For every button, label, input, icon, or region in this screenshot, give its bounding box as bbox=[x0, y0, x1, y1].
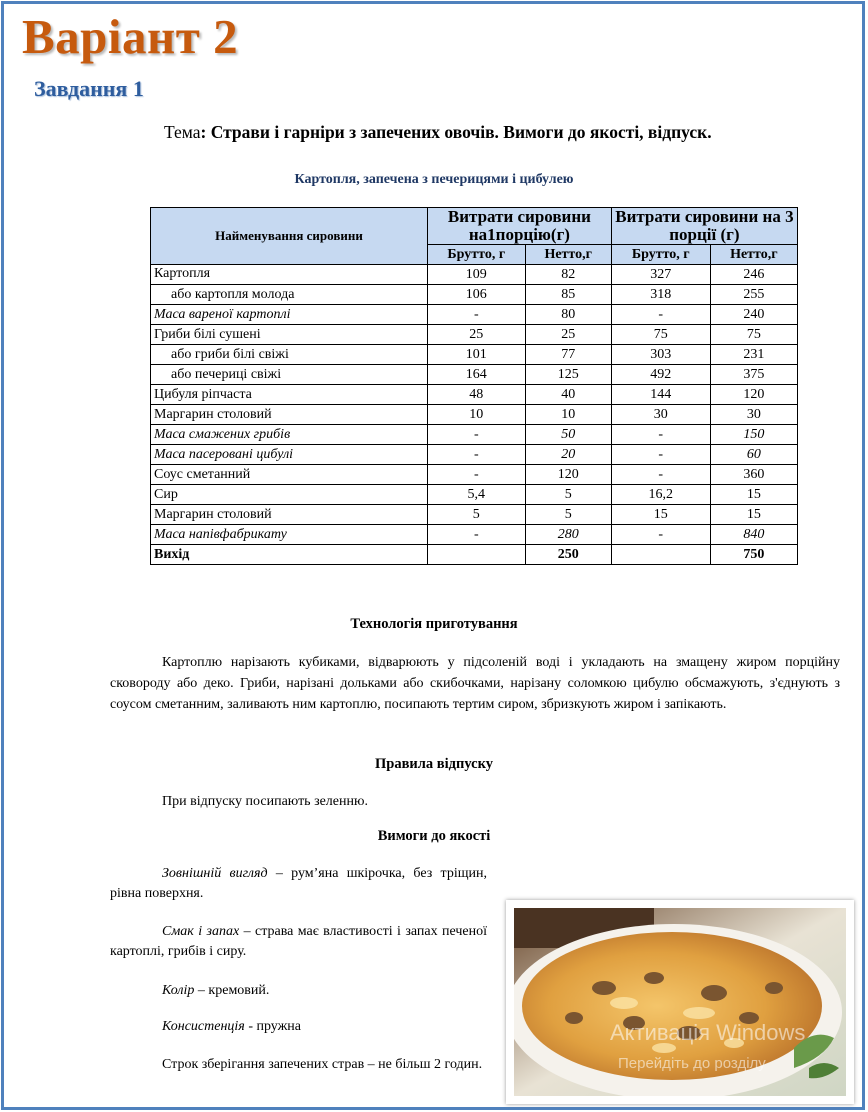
netto-one: 82 bbox=[525, 265, 611, 285]
netto-three: 375 bbox=[710, 365, 797, 385]
ingredient-name: Картопля bbox=[151, 265, 428, 285]
table-row bbox=[151, 385, 798, 405]
windows-activation-watermark: Активація Windows bbox=[610, 1020, 806, 1045]
brutto-three: 492 bbox=[611, 365, 710, 385]
brutto-one: - bbox=[428, 465, 526, 485]
appearance-text: – рум’яна шкірочка, без тріщин, рівна поверхня. bbox=[110, 866, 487, 901]
netto-one: 80 bbox=[525, 305, 611, 325]
table-row bbox=[151, 445, 798, 465]
netto-three: 246 bbox=[710, 265, 797, 285]
brutto-three: 15 bbox=[611, 505, 710, 525]
variant-heading: Варіант 2 bbox=[22, 9, 239, 64]
yield-label: Вихід bbox=[151, 545, 428, 565]
ingredient-name: Маргарин столовий bbox=[151, 505, 428, 525]
brutto-one: 106 bbox=[428, 285, 526, 305]
table-row-yield bbox=[151, 545, 798, 565]
windows-activation-hint: Перейдіть до розділу bbox=[618, 1055, 766, 1072]
netto-one: 85 bbox=[525, 285, 611, 305]
brutto-three bbox=[611, 545, 710, 565]
texture-text: - пружна bbox=[244, 1019, 301, 1034]
brutto-one: 5 bbox=[428, 505, 526, 525]
storage-text: Строк зберігання запечених страв – не більш 2 годин. bbox=[162, 1057, 483, 1072]
netto-three: 360 bbox=[710, 465, 797, 485]
brutto-three: - bbox=[611, 425, 710, 445]
topic-text: : Страви і гарніри з запечених овочів. Вимоги до якості, відпуск. bbox=[200, 122, 712, 142]
ingredient-name: або картопля молода bbox=[151, 285, 428, 305]
netto-header: Нетто,г bbox=[525, 245, 611, 265]
table-row bbox=[151, 345, 798, 365]
task-heading: Завдання 1 bbox=[34, 76, 144, 101]
brutto-three: 327 bbox=[611, 265, 710, 285]
technology-text: Картоплю нарізають кубиками, відварюють у підсоленій воді і укладають на змащену жиром порційну сковороду або деко. Гриби, нарізані дольками або скибочками, нарізану соломкою цибулю обсмажують, з'єднують з соусом сметанним, заливають ним картоплю, посипають тертим сиром, збризкують жиром і запікають. bbox=[110, 655, 840, 712]
ingredient-name: або гриби білі свіжі bbox=[151, 345, 428, 365]
table-row bbox=[151, 425, 798, 445]
col-name-header: Найменування сировини bbox=[151, 208, 428, 265]
brutto-three: - bbox=[611, 305, 710, 325]
texture-label: Консистенція bbox=[162, 1019, 245, 1034]
netto-three: 150 bbox=[710, 425, 797, 445]
dish-photo bbox=[506, 900, 854, 1104]
brutto-one: - bbox=[428, 525, 526, 545]
color-label: Колір bbox=[162, 983, 195, 998]
brutto-one: - bbox=[428, 445, 526, 465]
brutto-three: 318 bbox=[611, 285, 710, 305]
ingredient-name: Гриби білі сушені bbox=[151, 325, 428, 345]
brutto-one: 5,4 bbox=[428, 485, 526, 505]
table-row bbox=[151, 405, 798, 425]
brutto-one: 48 bbox=[428, 385, 526, 405]
ingredient-name: Маса вареної картоплі bbox=[151, 305, 428, 325]
netto-one: 50 bbox=[525, 425, 611, 445]
netto-three: 840 bbox=[710, 525, 797, 545]
brutto-one: - bbox=[428, 425, 526, 445]
technology-heading: Технологія приготування bbox=[350, 616, 518, 632]
quality-heading: Вимоги до якості bbox=[377, 828, 491, 844]
brutto-three: - bbox=[611, 445, 710, 465]
netto-three: 120 bbox=[710, 385, 797, 405]
brutto-one: - bbox=[428, 305, 526, 325]
brutto-one: 25 bbox=[428, 325, 526, 345]
netto-one: 280 bbox=[525, 525, 611, 545]
brutto-three: - bbox=[611, 465, 710, 485]
netto-one: 77 bbox=[525, 345, 611, 365]
table-row bbox=[151, 485, 798, 505]
ingredient-name: Сир bbox=[151, 485, 428, 505]
netto-three: 75 bbox=[710, 325, 797, 345]
color-text: – кремовий. bbox=[194, 983, 270, 998]
taste-label: Смак і запах bbox=[162, 924, 240, 939]
table-row bbox=[151, 305, 798, 325]
netto-three: 30 bbox=[710, 405, 797, 425]
yield-one: 250 bbox=[525, 545, 611, 565]
table-row bbox=[151, 265, 798, 285]
quality-taste bbox=[110, 922, 487, 962]
table-row bbox=[151, 285, 798, 305]
brutto-three: 303 bbox=[611, 345, 710, 365]
ingredient-name: або печериці свіжі bbox=[151, 365, 428, 385]
brutto-one: 164 bbox=[428, 365, 526, 385]
quality-storage bbox=[110, 1055, 487, 1075]
ingredient-name: Соус сметанний bbox=[151, 465, 428, 485]
netto-one: 5 bbox=[525, 505, 611, 525]
table-row bbox=[151, 465, 798, 485]
netto-one: 20 bbox=[525, 445, 611, 465]
netto-three: 231 bbox=[710, 345, 797, 365]
table-row bbox=[151, 525, 798, 545]
recipe-table bbox=[150, 207, 798, 565]
topic-line bbox=[164, 122, 712, 143]
quality-texture bbox=[110, 1017, 487, 1037]
netto-one: 120 bbox=[525, 465, 611, 485]
brutto-one: 101 bbox=[428, 345, 526, 365]
col-three-portion-header: Витрати сировини на 3 порції (г) bbox=[611, 208, 797, 245]
quality-color bbox=[110, 981, 487, 1001]
netto-one: 40 bbox=[525, 385, 611, 405]
recipe-title: Картопля, запечена з печерицями і цибулею bbox=[294, 172, 574, 187]
serving-text: При відпуску посипають зеленню. bbox=[162, 794, 368, 809]
ingredient-name: Маса напівфабрикату bbox=[151, 525, 428, 545]
netto-one: 25 bbox=[525, 325, 611, 345]
brutto-three: 16,2 bbox=[611, 485, 710, 505]
brutto-one bbox=[428, 545, 526, 565]
ingredient-name: Цибуля ріпчаста bbox=[151, 385, 428, 405]
brutto-three: 75 bbox=[611, 325, 710, 345]
brutto-three: 144 bbox=[611, 385, 710, 405]
netto-one: 10 bbox=[525, 405, 611, 425]
netto-three: 60 bbox=[710, 445, 797, 465]
brutto-one: 109 bbox=[428, 265, 526, 285]
brutto-header: Брутто, г bbox=[428, 245, 526, 265]
netto-three: 240 bbox=[710, 305, 797, 325]
netto-three: 15 bbox=[710, 485, 797, 505]
topic-label: Тема bbox=[164, 122, 201, 142]
netto-three: 255 bbox=[710, 285, 797, 305]
table-row bbox=[151, 365, 798, 385]
serving-heading: Правила відпуску bbox=[375, 756, 493, 772]
appearance-label: Зовнішній вигляд bbox=[162, 866, 268, 881]
netto-one: 125 bbox=[525, 365, 611, 385]
brutto-three: - bbox=[611, 525, 710, 545]
netto-one: 5 bbox=[525, 485, 611, 505]
table-row bbox=[151, 505, 798, 525]
brutto-header: Брутто, г bbox=[611, 245, 710, 265]
taste-text: – страва має властивості і запах печеної картоплі, грибів і сиру. bbox=[110, 924, 487, 959]
ingredient-name: Маргарин столовий bbox=[151, 405, 428, 425]
yield-three: 750 bbox=[710, 545, 797, 565]
netto-three: 15 bbox=[710, 505, 797, 525]
brutto-three: 30 bbox=[611, 405, 710, 425]
col-one-portion-header: Витрати сировини на1порцію(г) bbox=[428, 208, 612, 245]
quality-appearance bbox=[110, 864, 487, 904]
table-row bbox=[151, 325, 798, 345]
brutto-one: 10 bbox=[428, 405, 526, 425]
netto-header: Нетто,г bbox=[710, 245, 797, 265]
ingredient-name: Маса смажених грибів bbox=[151, 425, 428, 445]
ingredient-name: Маса пасеровані цибулі bbox=[151, 445, 428, 465]
